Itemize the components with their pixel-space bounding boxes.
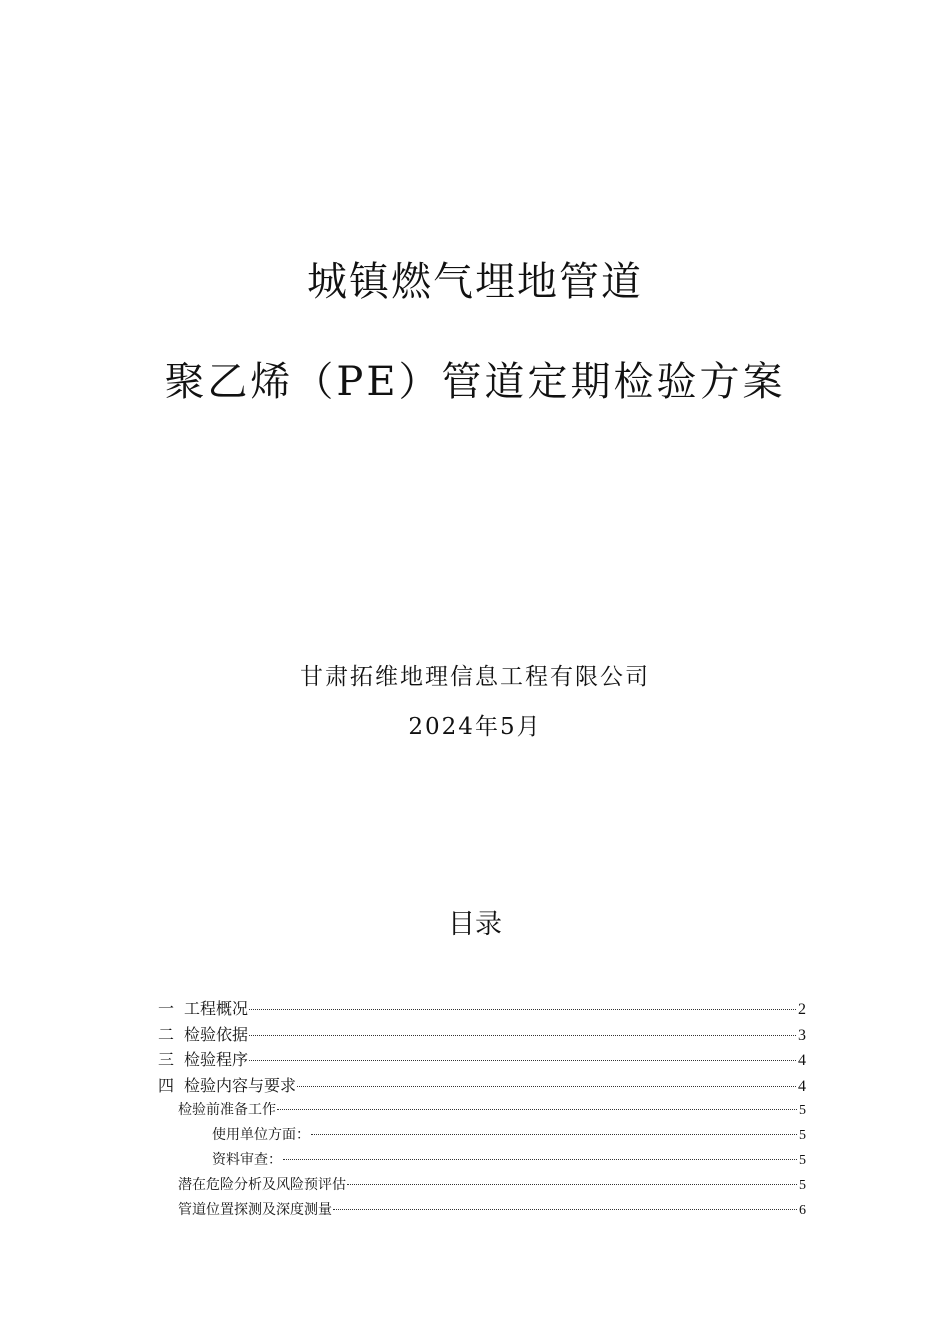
toc-entry-label: 检验内容与要求 xyxy=(184,1075,297,1095)
company-name: 甘肃拓维地理信息工程有限公司 xyxy=(300,664,650,690)
toc-entry[interactable] xyxy=(158,1047,806,1073)
toc-dot-leader xyxy=(249,1009,796,1010)
toc-entry-number: 三 xyxy=(158,1050,175,1069)
table-of-contents xyxy=(158,996,806,1223)
toc-dot-leader xyxy=(277,1109,797,1110)
toc-dot-leader xyxy=(297,1086,796,1087)
toc-entry-number: 一 xyxy=(158,999,175,1018)
toc-dot-leader xyxy=(249,1035,796,1036)
toc-page-number: 3 xyxy=(798,1026,806,1044)
title-line-2: 聚乙烯（PE）管道定期检验方案 xyxy=(164,359,786,405)
toc-page-number: 4 xyxy=(798,1077,806,1095)
toc-entry-label: 检验程序 xyxy=(184,1050,249,1069)
toc-dot-leader xyxy=(311,1134,797,1135)
toc-entry-label: 检验前准备工作 xyxy=(178,1102,276,1118)
toc-entry-label: 管道位置探测及深度测量 xyxy=(178,1202,332,1218)
toc-page-number: 5 xyxy=(799,1103,806,1118)
toc-entry-label: 使用单位方面： xyxy=(212,1127,310,1143)
toc-entry[interactable] xyxy=(158,1022,806,1048)
toc-subentry[interactable] xyxy=(158,1173,806,1198)
toc-entry-label: 资料审查： xyxy=(212,1152,282,1168)
toc-dot-leader xyxy=(347,1184,797,1185)
toc-entry-label: 潜在危险分析及风险预评估 xyxy=(178,1177,346,1193)
toc-subentry[interactable] xyxy=(158,1123,806,1148)
toc-page-number: 4 xyxy=(798,1052,806,1069)
toc-entry[interactable] xyxy=(158,996,806,1022)
toc-page-number: 5 xyxy=(799,1153,806,1168)
toc-page-number: 5 xyxy=(799,1128,806,1143)
toc-dot-leader xyxy=(249,1060,796,1061)
toc-entry-label: 检验依据 xyxy=(184,1024,249,1044)
toc-page-number: 5 xyxy=(799,1178,806,1193)
toc-subentry[interactable] xyxy=(158,1098,806,1123)
toc-subentry[interactable] xyxy=(158,1198,806,1223)
toc-entry[interactable] xyxy=(158,1073,806,1099)
toc-page-number: 6 xyxy=(799,1203,806,1218)
toc-dot-leader xyxy=(283,1159,797,1160)
toc-entry-label: 工程概况 xyxy=(184,999,249,1018)
toc-page-number: 2 xyxy=(798,1001,806,1018)
toc-subentry[interactable] xyxy=(158,1148,806,1173)
toc-dot-leader xyxy=(333,1209,797,1210)
toc-heading: 目录 xyxy=(448,909,502,940)
toc-entry-number: 二 xyxy=(158,1024,175,1044)
document-date: 2024年5月 xyxy=(408,714,542,740)
title-line-1: 城镇燃气埋地管道 xyxy=(307,259,643,305)
toc-entry-number: 四 xyxy=(158,1075,175,1095)
